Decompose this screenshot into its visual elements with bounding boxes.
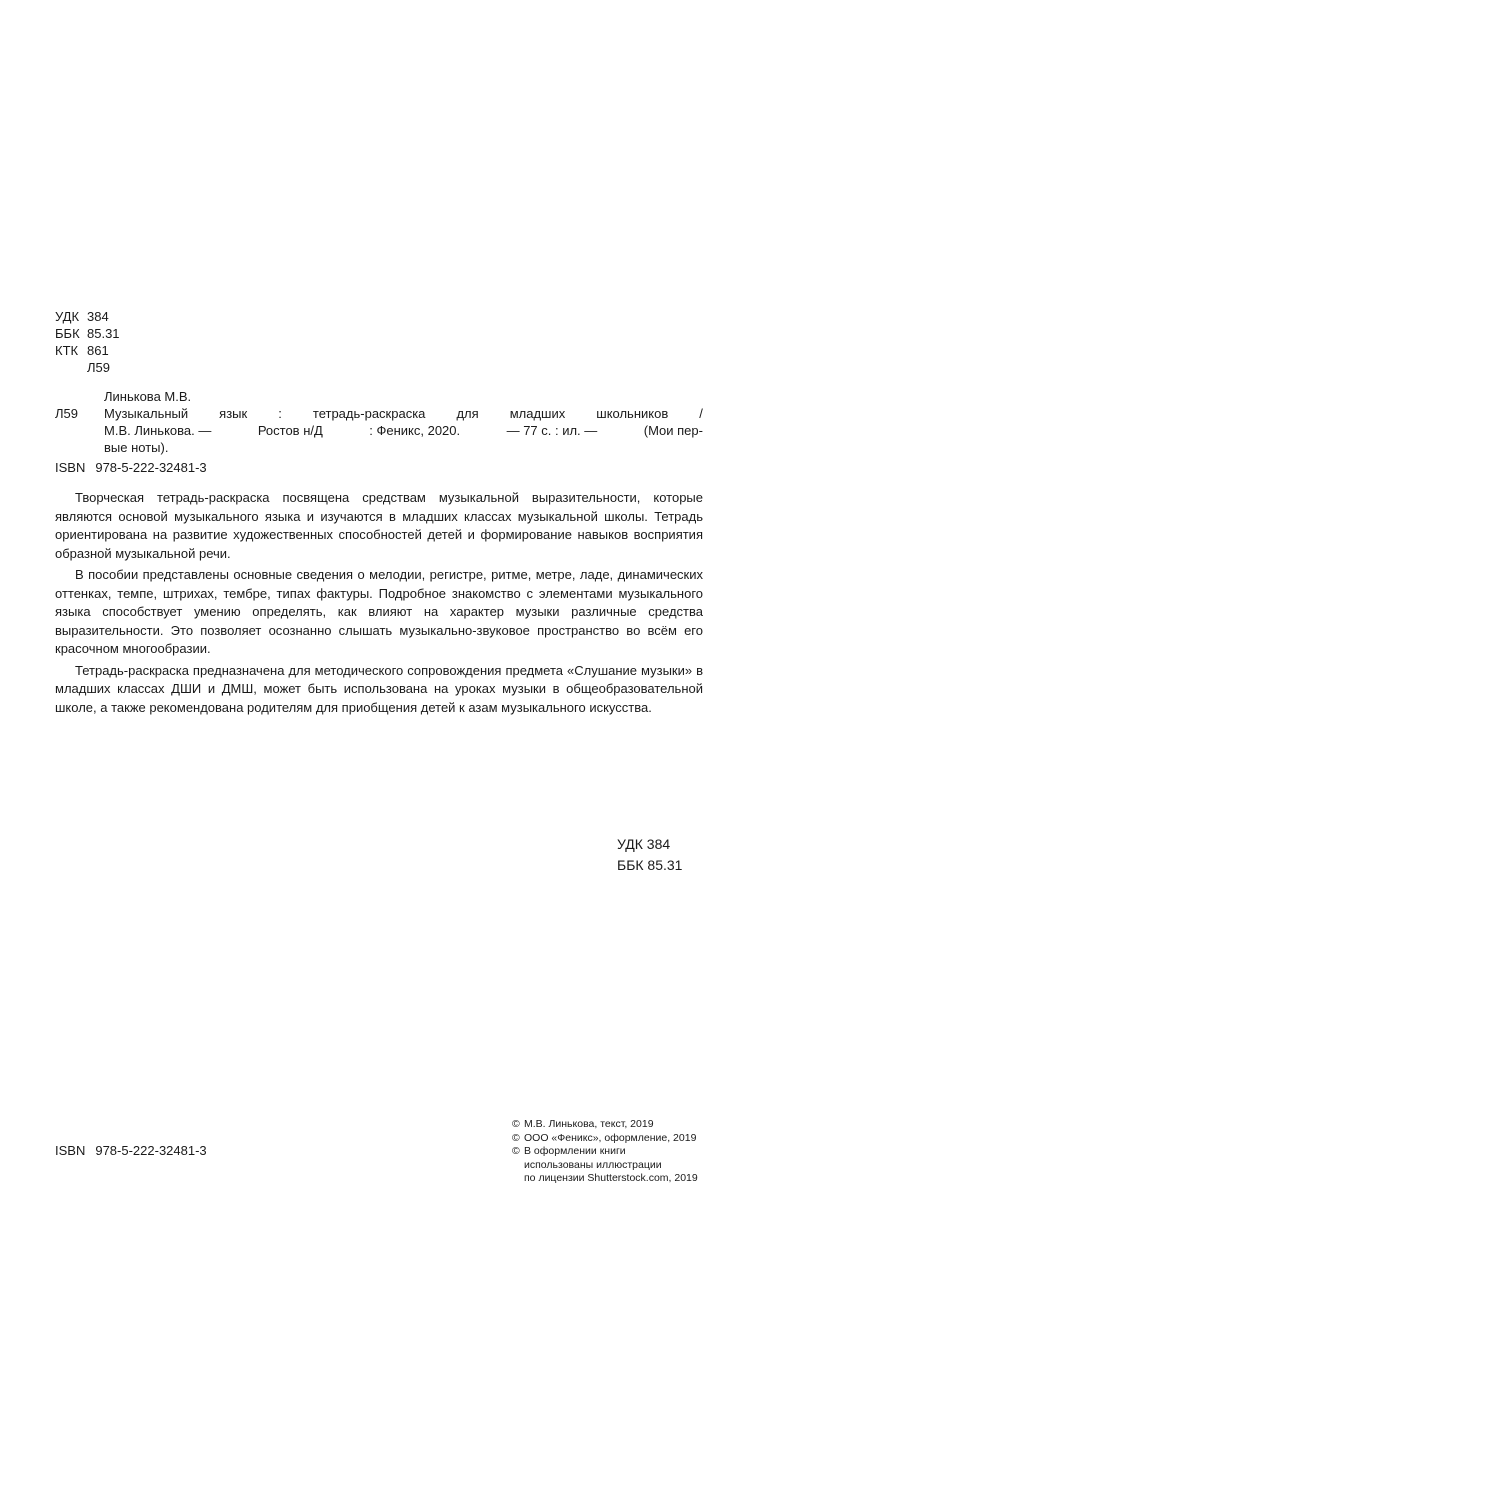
author-mark-code: Л59 xyxy=(87,360,110,375)
right-page xyxy=(750,0,1500,1500)
annotation-paragraph: Творческая тетрадь-раскраска посвящена средствам музыкальной выразительности, которые являются основой музыкального языка и изучаются в младших классах музыкальной школы. Тетрадь ориентирована на развитие художественных способностей детей и формирование навыков восприятия образной музыкальной речи. xyxy=(55,490,703,561)
imprint-line-end: вые ноты). xyxy=(104,440,169,455)
isbn-bottom: ISBN 978-5-222-32481-3 xyxy=(55,1143,207,1158)
imprint-line: М.В. Линькова. — Ростов н/Д : Феникс, 2020. — 77 с. : ил. — (Мои пер- xyxy=(104,423,703,438)
udk-box-udk: УДК 384 xyxy=(617,836,671,852)
author-mark: Л59 xyxy=(55,406,78,421)
copyright-block xyxy=(512,1118,712,1186)
copyright-text-line: © М.В. Линькова, текст, 2019 xyxy=(512,1118,654,1130)
bib-entry xyxy=(55,405,703,456)
ktk-code: КТК 861 xyxy=(55,343,109,358)
author-heading: Линькова М.В. xyxy=(104,389,192,404)
udk-code: УДК 384 xyxy=(55,309,109,324)
copyright-illustrations-line: использованы иллюстрации xyxy=(524,1158,662,1171)
udk-box-bbk: ББК 85.31 xyxy=(617,857,683,873)
annotation xyxy=(55,489,703,720)
bbk-code: ББК 85.31 xyxy=(55,326,120,341)
isbn-top: ISBN 978-5-222-32481-3 xyxy=(55,460,207,475)
title-line: Музыкальный язык : тетрадь-раскраска для младших школьников / xyxy=(104,406,703,421)
copyright-illustrations-line: по лицензии Shutterstock.com, 2019 xyxy=(524,1172,698,1185)
udk-bbk-box xyxy=(617,834,682,876)
copyright-design-line: © ООО «Феникс», оформление, 2019 xyxy=(512,1131,697,1144)
annotation-paragraph: В пособии представлены основные сведения о мелодии, регистре, ритме, метре, ладе, динамических оттенках, темпе, штрихах, тембре, типах фактуры. Подробное знакомство с элементами музыкального языка способствует умению определять, как влияют на характер музыки различные средства выразительности. Это позволяет осознанно слышать музыкально-звуковое пространство во всём его красочном многообразии. xyxy=(55,567,703,656)
copyright-illustrations-line: © В оформлении книги xyxy=(512,1145,626,1158)
classification-codes xyxy=(55,308,120,376)
bibliographic-record xyxy=(55,388,703,456)
annotation-paragraph: Тетрадь-раскраска предназначена для методического сопровождения предмета «Слушание музыки» в младших классах ДШИ и ДМШ, может быть использована на уроках музыки в общеобразовательной школе, а также рекомендована родителям для приобщения детей к азам музыкального искусства. xyxy=(55,662,703,715)
